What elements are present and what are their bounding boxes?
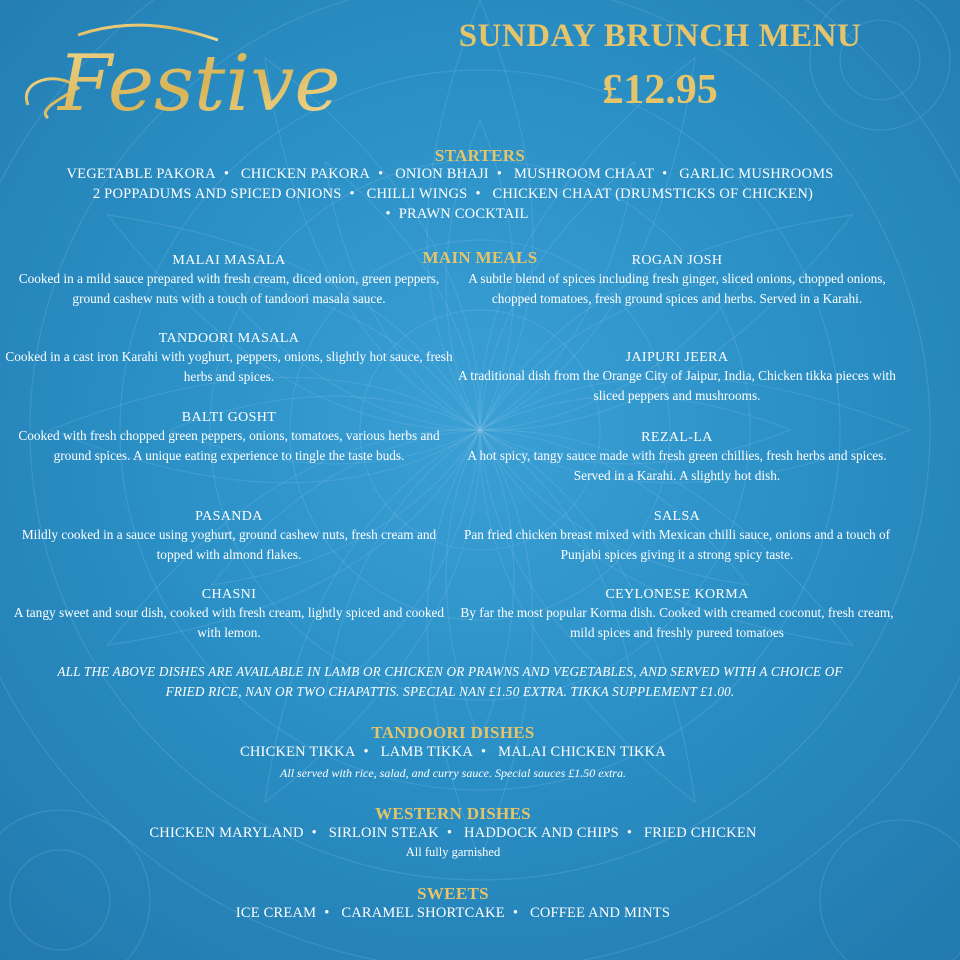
list-item: CARAMEL SHORTCAKE — [341, 905, 505, 921]
list-item: CHILLI WINGS — [366, 186, 468, 202]
dish-name: MALAI MASALA — [172, 253, 286, 268]
menu-title: SUNDAY BRUNCH MENU — [458, 18, 862, 54]
western-heading: WESTERN DISHES — [375, 804, 531, 823]
dish-balti-gosht — [4, 410, 454, 465]
dish-description: A traditional dish from the Orange City of Jaipur, India, Chicken tikka pieces with sliced peppers and mushrooms. — [458, 368, 896, 403]
list-item: CHICKEN PAKORA — [240, 166, 371, 182]
list-item: COFFEE AND MINTS — [529, 905, 671, 921]
list-item: CHICKEN TIKKA — [240, 744, 356, 760]
dish-description: By far the most popular Korma dish. Cooked with creamed coconut, fresh cream, mild spices and freshly pureed tomatoes — [460, 605, 894, 640]
list-item: MALAI CHICKEN TIKKA — [498, 744, 666, 760]
note-line-1: ALL THE ABOVE DISHES ARE AVAILABLE IN LAMB OR CHICKEN OR PRAWNS AND VEGETABLES, AND SERVED WITH A CHOICE OF — [57, 664, 843, 679]
dish-name: REZAL-LA — [641, 430, 713, 445]
dish-rogan-josh — [452, 253, 902, 308]
dish-ceylonese-korma — [452, 587, 902, 642]
list-item: CHICKEN MARYLAND — [149, 825, 304, 841]
brand-logo — [18, 10, 348, 140]
main-meals-note — [0, 662, 900, 702]
dish-salsa — [452, 509, 902, 564]
list-item: LAMB TIKKA — [380, 744, 473, 760]
dish-name: SALSA — [653, 509, 701, 524]
dish-description: Cooked in a mild sauce prepared with fresh cream, diced onion, green peppers, ground cashew nuts with a touch of tandoori masala sauce. — [18, 271, 440, 306]
dish-description: Cooked with fresh chopped green peppers, onions, tomatoes, various herbs and ground spices. A unique eating experience to tingle the taste buds. — [18, 428, 440, 463]
list-item: SIRLOIN STEAK — [328, 825, 439, 841]
list-item: PRAWN COCKTAIL — [398, 206, 529, 222]
dish-name: TANDOORI MASALA — [158, 331, 300, 346]
starters-line-2: 2 POPPADUMS AND SPICED ONIONS • CHILLI WINGS • CHICKEN CHAAT (DRUMSTICKS OF CHICKEN) — [92, 186, 814, 202]
tandoori-items: CHICKEN TIKKA • LAMB TIKKA • MALAI CHICKEN TIKKA — [240, 744, 666, 760]
dish-name: CEYLONESE KORMA — [605, 587, 749, 602]
dish-description: A hot spicy, tangy sauce made with fresh green chillies, fresh herbs and spices. Served in a Karahi. A slightly hot dish. — [467, 448, 887, 483]
dish-name: CHASNI — [201, 587, 257, 602]
list-item: GARLIC MUSHROOMS — [679, 166, 834, 182]
tandoori-heading: TANDOORI DISHES — [371, 723, 535, 742]
dish-name: JAIPURI JEERA — [625, 350, 729, 365]
dish-description: A subtle blend of spices including fresh ginger, sliced onions, chopped onions, chopped tomatoes, fresh ground spices and herbs. Served in a Karahi. — [468, 271, 886, 306]
dish-description: A tangy sweet and sour dish, cooked with fresh cream, lightly spiced and cooked with lemon. — [13, 605, 445, 640]
list-item: ONION BHAJI — [395, 166, 489, 182]
dish-malai-masala — [4, 253, 454, 308]
dish-description: Cooked in a cast iron Karahi with yoghurt, peppers, onions, slightly hot sauce, fresh herbs and spices. — [5, 349, 453, 384]
menu-price: £12.95 — [602, 67, 718, 113]
dish-description: Pan fried chicken breast mixed with Mexican chilli sauce, onions and a touch of Punjabi spices giving it a strong spicy taste. — [463, 527, 891, 562]
dish-chasni — [4, 587, 454, 642]
brand-name: Festive — [58, 39, 341, 129]
starters-line-1: VEGETABLE PAKORA • CHICKEN PAKORA • ONION BHAJI • MUSHROOM CHAAT • GARLIC MUSHROOMS — [66, 166, 834, 182]
starters-heading: STARTERS — [434, 146, 526, 165]
list-item: FRIED CHICKEN — [644, 825, 757, 841]
dish-jaipuri-jeera — [452, 350, 902, 405]
western-note: All fully garnished — [405, 845, 501, 859]
western-items: CHICKEN MARYLAND • SIRLOIN STEAK • HADDOCK AND CHIPS • FRIED CHICKEN — [149, 825, 757, 841]
dish-pasanda — [4, 509, 454, 564]
list-item: CHICKEN CHAAT (DRUMSTICKS OF CHICKEN) — [492, 186, 814, 202]
note-line-2: FRIED RICE, NAN OR TWO CHAPATTIS. SPECIAL NAN £1.50 EXTRA. TIKKA SUPPLEMENT £1.00. — [165, 684, 735, 699]
dish-rezal-la — [452, 430, 902, 485]
dish-name: ROGAN JOSH — [631, 253, 723, 268]
main-meals-heading: MAIN MEALS — [422, 248, 538, 267]
starters-line-3: • PRAWN COCKTAIL — [385, 206, 529, 222]
dish-name: PASANDA — [195, 509, 263, 524]
sweets-heading: SWEETS — [417, 884, 489, 903]
dish-description: Mildly cooked in a sauce using yoghurt, ground cashew nuts, fresh cream and topped with almond flakes. — [21, 527, 437, 562]
sweets-items: ICE CREAM • CARAMEL SHORTCAKE • COFFEE AND MINTS — [235, 905, 671, 921]
list-item: HADDOCK AND CHIPS — [464, 825, 619, 841]
tandoori-note: All served with rice, salad, and curry sauce. Special sauces £1.50 extra. — [280, 766, 626, 780]
list-item: MUSHROOM CHAAT — [513, 166, 655, 182]
list-item: ICE CREAM — [235, 905, 317, 921]
dish-tandoori-masala — [4, 331, 454, 386]
list-item: VEGETABLE PAKORA — [66, 166, 216, 182]
festive-logo — [18, 10, 348, 140]
list-item: 2 POPPADUMS AND SPICED ONIONS — [92, 186, 342, 202]
dish-name: BALTI GOSHT — [181, 410, 277, 425]
